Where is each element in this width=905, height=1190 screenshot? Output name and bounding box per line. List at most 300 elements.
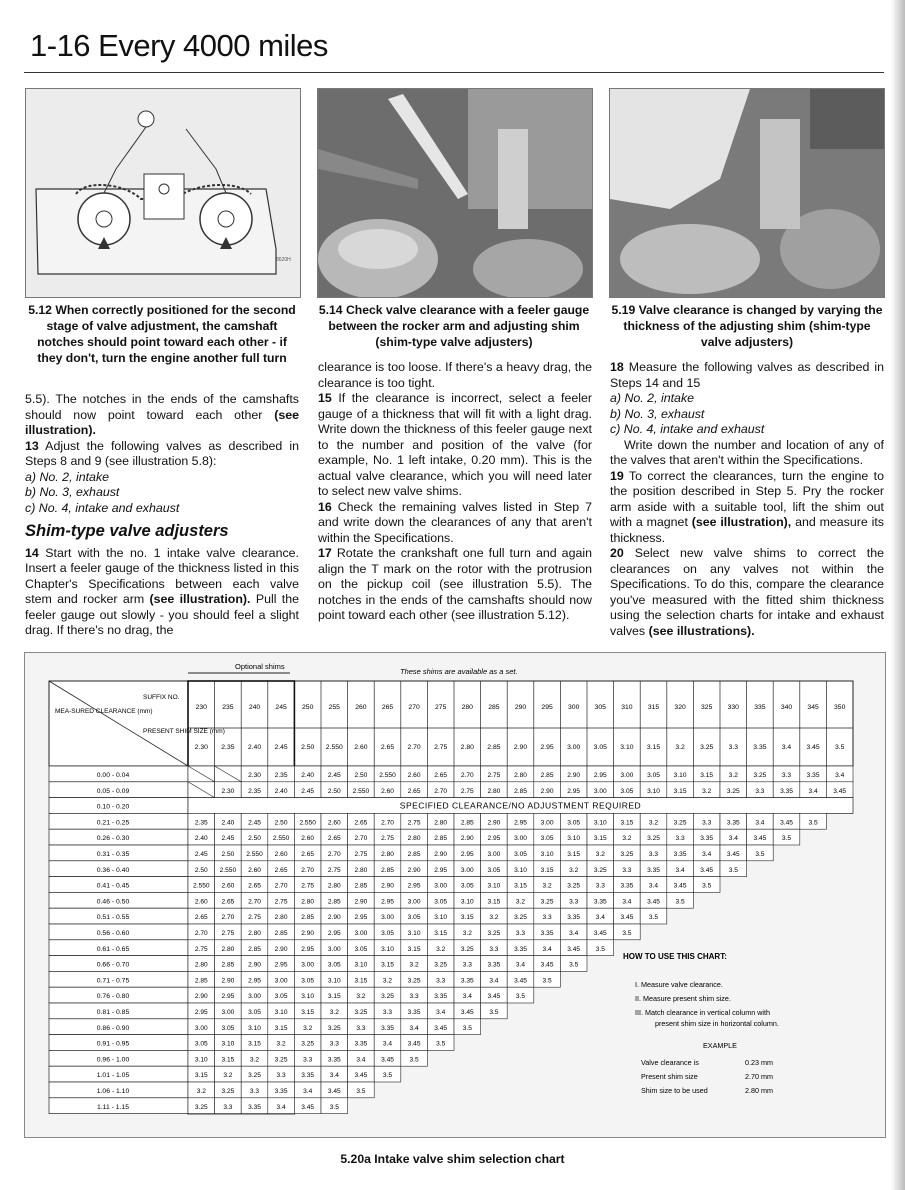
suggested-shim-size: 3.45 [407, 1040, 421, 1048]
suffix-number: 275 [435, 704, 447, 711]
suggested-shim-size: 2.60 [327, 819, 341, 827]
suffix-number: 345 [807, 704, 819, 711]
suggested-shim-size: 3.45 [301, 1103, 315, 1111]
suggested-shim-size: 2.45 [221, 835, 235, 843]
figure-caption-5-19: 5.19 Valve clearance is changed by varying the thickness of the adjusting shim (shim-type valve adjusters) [611, 303, 883, 349]
clearance-range: 0.00 - 0.04 [96, 772, 130, 779]
suggested-shim-size: 3.35 [540, 930, 554, 937]
suffix-number: 250 [302, 704, 314, 711]
suggested-shim-size: 3.35 [514, 945, 527, 953]
suggested-shim-size: 2.85 [434, 835, 448, 843]
suggested-shim-size: 2.90 [567, 772, 581, 779]
suggested-shim-size: 3.3 [489, 945, 499, 953]
howto-title: HOW TO USE THIS CHART: [623, 952, 727, 961]
suggested-shim-size: 3.4 [436, 1009, 446, 1016]
suggested-shim-size: 3.4 [622, 898, 632, 906]
clearance-range: 0.05 - 0.09 [96, 787, 130, 795]
suggested-shim-size: 3.2 [382, 977, 393, 985]
suffix-number: 340 [780, 704, 793, 711]
suggested-shim-size: 2.75 [354, 851, 368, 858]
suggested-shim-size: 3.2 [249, 1056, 260, 1064]
suggested-shim-size: 3.5 [755, 851, 765, 858]
suggested-shim-size: 3.35 [806, 772, 820, 779]
suggested-shim-size: 2.80 [354, 866, 368, 874]
suggested-shim-size: 3.15 [593, 835, 607, 843]
suggested-shim-size: 3.35 [620, 882, 634, 890]
suggested-shim-size: 3.25 [540, 898, 554, 906]
page-title: 1-16 Every 4000 miles [30, 28, 328, 63]
present-shim-size: 2.95 [540, 744, 554, 751]
suggested-shim-size: 3.05 [434, 898, 448, 906]
suggested-shim-size: 3.25 [354, 1009, 368, 1016]
suffix-number: 270 [408, 704, 420, 711]
suggested-shim-size: 3.00 [620, 772, 634, 779]
suggested-shim-size: 3.45 [620, 914, 634, 922]
suggested-shim-size: 3.05 [540, 835, 554, 843]
suggested-shim-size: 3.00 [274, 977, 288, 985]
suggested-shim-size: 3.05 [620, 787, 634, 795]
suggested-shim-size: 3.15 [381, 961, 394, 969]
example-value: 0.23 mm [745, 1058, 773, 1067]
list-item: c) No. 4, intake and exhaust [25, 500, 180, 515]
suggested-shim-size: 3.2 [728, 772, 738, 779]
suggested-shim-size: 3.05 [647, 772, 660, 779]
suggested-shim-size: 2.70 [221, 914, 235, 922]
suggested-shim-size: 2.65 [194, 914, 208, 922]
suggested-shim-size: 3.15 [407, 945, 421, 953]
list-item: b) No. 3, exhaust [610, 406, 705, 421]
suggested-shim-size: 3.5 [808, 819, 818, 827]
suggested-shim-size: 3.3 [755, 787, 765, 795]
present-shim-size: 2.80 [460, 744, 474, 751]
suggested-shim-size: 3.25 [593, 866, 607, 874]
suggested-shim-size: 3.25 [620, 851, 634, 858]
suggested-shim-size: 3.3 [329, 1040, 339, 1048]
suggested-shim-size: 3.4 [648, 882, 659, 890]
suggested-shim-size: 3.05 [514, 851, 527, 858]
suggested-shim-size: 2.90 [460, 835, 474, 843]
suggested-shim-size: 3.15 [194, 1072, 208, 1080]
suggested-shim-size: 2.40 [274, 787, 288, 795]
suggested-shim-size: 3.5 [569, 961, 579, 969]
suggested-shim-size: 3.4 [515, 961, 526, 969]
suggested-shim-size: 2.50 [194, 866, 208, 874]
paragraph: clearance is too loose. If there's a heavy drag, the clearance is too tight. [318, 360, 592, 390]
suggested-shim-size: 2.70 [460, 772, 474, 779]
suggested-shim-size: 2.45 [248, 819, 261, 827]
suggested-shim-size: 2.70 [248, 898, 261, 906]
suggested-shim-size: 3.35 [567, 914, 581, 922]
suggested-shim-size: 3.5 [436, 1040, 446, 1048]
suggested-shim-size: 3.10 [194, 1056, 208, 1064]
suggested-shim-size: 3.05 [194, 1040, 208, 1048]
present-shim-size: 3.00 [567, 744, 581, 751]
suggested-shim-size: 2.80 [514, 772, 527, 779]
suggested-shim-size: 3.00 [194, 1024, 208, 1032]
suffix-number: 255 [328, 704, 340, 711]
suggested-shim-size: 3.45 [753, 835, 767, 843]
suggested-shim-size: 3.5 [728, 866, 738, 874]
suggested-shim-size: 3.3 [462, 961, 472, 969]
suggested-shim-size: 3.10 [673, 772, 687, 779]
suggested-shim-size: 2.75 [194, 945, 208, 953]
suggested-shim-size: 3.2 [409, 961, 419, 969]
optional-shims-label: Optional shims [235, 662, 285, 671]
suggested-shim-size: 2.90 [434, 851, 448, 858]
suggested-shim-size: 3.2 [489, 914, 499, 922]
suggested-shim-size: 3.25 [248, 1072, 261, 1080]
suggested-shim-size: 2.50 [354, 772, 368, 779]
suggested-shim-size: 3.4 [409, 1024, 419, 1032]
suggested-shim-size: 2.80 [301, 898, 315, 906]
suggested-shim-size: 2.75 [407, 819, 421, 827]
suggested-shim-size: 3.35 [487, 961, 501, 969]
clearance-range: 0.51 - 0.55 [96, 914, 130, 922]
suggested-shim-size: 3.45 [434, 1024, 448, 1032]
present-shim-size: 3.3 [728, 744, 739, 751]
paragraph: 16 Check the remaining valves listed in Step 7 and write down the clearances of any that aren't within the Specifications. [318, 499, 592, 545]
suggested-shim-size: 3.45 [726, 851, 740, 858]
suggested-shim-size: 3.45 [673, 882, 687, 890]
suffix-number: 265 [381, 704, 394, 711]
present-shim-size: 2.75 [434, 744, 448, 751]
suggested-shim-size: 3.25 [301, 1040, 315, 1048]
present-shim-size: 3.5 [834, 744, 845, 751]
suggested-shim-size: 3.25 [647, 835, 660, 843]
clearance-range: 0.86 - 0.90 [96, 1024, 130, 1032]
suggested-shim-size: 3.10 [327, 977, 341, 985]
suggested-shim-size: 3.35 [460, 977, 474, 985]
suffix-number: 245 [275, 704, 287, 711]
suggested-shim-size: 3.25 [434, 961, 448, 969]
suggested-shim-size: 3.4 [808, 787, 818, 795]
suggested-shim-size: 3.45 [327, 1088, 341, 1095]
suggested-shim-size: 3.45 [514, 977, 527, 985]
suggested-shim-size: 3.05 [407, 914, 421, 922]
suggested-shim-size: 3.2 [329, 1009, 339, 1016]
suggested-shim-size: 2.50 [274, 819, 288, 827]
camshaft-diagram [26, 89, 300, 297]
suffix-number: 330 [727, 704, 739, 711]
suggested-shim-size: 3.2 [436, 945, 446, 953]
suggested-shim-size: 3.00 [221, 1009, 235, 1016]
present-shim-size: 2.85 [487, 744, 501, 751]
suggested-shim-size: 3.15 [354, 977, 368, 985]
suggested-shim-size: 3.45 [567, 945, 581, 953]
suggested-shim-size: 3.2 [569, 866, 579, 874]
suggested-shim-size: 3.45 [381, 1056, 394, 1064]
suggested-shim-size: 2.75 [327, 866, 341, 874]
suggested-shim-size: 3.4 [329, 1072, 339, 1080]
suggested-shim-size: 3.45 [833, 787, 847, 795]
present-shim-size-label: PRESENT SHIM SIZE (mm) [143, 728, 225, 735]
suggested-shim-size: 3.05 [354, 945, 368, 953]
suggested-shim-size: 3.25 [726, 787, 740, 795]
paragraph: 13 Adjust the following valves as described in Steps 8 and 9 (see illustration 5.8): [25, 438, 299, 468]
suggested-shim-size: 3.3 [409, 993, 419, 1001]
suggested-shim-size: 3.45 [647, 898, 660, 906]
suggested-shim-size: 3.3 [276, 1072, 286, 1080]
suggested-shim-size: 2.65 [327, 835, 341, 843]
suggested-shim-size: 3.2 [356, 993, 366, 1001]
suggested-shim-size: 2.80 [327, 882, 341, 890]
suggested-shim-size: 3.10 [540, 851, 554, 858]
suggested-shim-size: 2.65 [248, 882, 261, 890]
suggested-shim-size: 2.80 [487, 787, 501, 795]
clearance-range: 0.56 - 0.60 [96, 930, 130, 937]
suggested-shim-size: 3.00 [540, 819, 554, 827]
suggested-shim-size: 3.10 [514, 866, 527, 874]
suggested-shim-size: 3.3 [702, 819, 712, 827]
suggested-shim-size: 2.85 [354, 882, 368, 890]
suggested-shim-size: 3.5 [356, 1088, 366, 1095]
suggested-shim-size: 2.80 [434, 819, 448, 827]
suggested-shim-size: 3.3 [781, 772, 792, 779]
suggested-shim-size: 3.2 [223, 1072, 233, 1080]
howto-step: I. Measure valve clearance. [635, 980, 723, 989]
suggested-shim-size: 2.50 [248, 835, 261, 843]
suggested-shim-size: 2.85 [327, 898, 341, 906]
list-item: a) No. 2, intake [610, 391, 695, 405]
suggested-shim-size: 3.10 [407, 930, 421, 937]
suggested-shim-size: 3.35 [780, 787, 793, 795]
suggested-shim-size: 3.25 [407, 977, 421, 985]
suggested-shim-size: 3.2 [515, 898, 526, 906]
suggested-shim-size: 3.4 [542, 945, 552, 953]
suggested-shim-size: 2.60 [248, 866, 261, 874]
suggested-shim-size: 2.65 [434, 772, 448, 779]
suggested-shim-size: 2.40 [194, 835, 208, 843]
suggested-shim-size: 3.00 [407, 898, 421, 906]
suggested-shim-size: 3.2 [648, 819, 659, 827]
paragraph: 14 Start with the no. 1 intake valve clearance. Insert a feeler gauge of the thickness listed in this Chapter's Specifications between each valve stem and rocker arm (see illustration). Pull the feeler gauge out slowly - you should feel a slight drag. If there's no drag, the [25, 545, 300, 637]
suggested-shim-size: 3.5 [675, 898, 685, 906]
feeler-gauge-photo [318, 89, 592, 297]
suggested-shim-size: 3.4 [462, 993, 472, 1001]
present-shim-size: 2.70 [407, 744, 421, 751]
suggested-shim-size: 3.3 [436, 977, 446, 985]
suffix-number: 285 [488, 704, 500, 711]
header-rule [24, 72, 884, 73]
suggested-shim-size: 2.85 [274, 930, 288, 937]
suggested-shim-size: 2.75 [221, 930, 235, 937]
list-item: c) No. 4, intake and exhaust [610, 422, 765, 436]
suggested-shim-size: 2.80 [407, 835, 421, 843]
no-adjustment-label: SPECIFIED CLEARANCE/NO ADJUSTMENT REQUIRED [399, 800, 642, 811]
suggested-shim-size: 3.00 [514, 835, 527, 843]
suggested-shim-size: 2.95 [567, 787, 581, 795]
suggested-shim-size: 3.00 [248, 993, 261, 1001]
clearance-range: 0.81 - 0.85 [96, 1009, 130, 1016]
suggested-shim-size: 3.00 [460, 866, 474, 874]
suggested-shim-size: 3.4 [569, 930, 579, 937]
suggested-shim-size: 3.4 [276, 1103, 286, 1111]
suggested-shim-size: 3.15 [620, 819, 634, 827]
suggested-shim-size: 2.30 [221, 787, 235, 795]
suggested-shim-size: 3.00 [381, 914, 394, 922]
shim-selection-chart [24, 652, 886, 1138]
suggested-shim-size: 3.45 [593, 930, 607, 937]
clearance-range: 1.01 - 1.05 [96, 1072, 130, 1080]
present-shim-size: 2.65 [380, 744, 395, 751]
suggested-shim-size: 2.40 [221, 819, 235, 827]
suggested-shim-size: 2.95 [221, 993, 235, 1001]
present-shim-size: 3.15 [646, 744, 661, 751]
suggested-shim-size: 3.5 [489, 1009, 499, 1016]
suggested-shim-size: 2.550 [272, 835, 290, 843]
suggested-shim-size: 3.2 [276, 1040, 286, 1048]
suggested-shim-size: 2.95 [593, 772, 607, 779]
suggested-shim-size: 2.75 [274, 898, 288, 906]
suffix-number: 295 [541, 704, 553, 711]
suggested-shim-size: 3.3 [675, 835, 685, 843]
chart-caption: 5.20a Intake valve shim selection chart [340, 1152, 565, 1166]
suggested-shim-size: 2.550 [193, 882, 210, 890]
suggested-shim-size: 3.5 [595, 945, 605, 953]
example-label: Valve clearance is [641, 1058, 699, 1067]
suggested-shim-size: 3.15 [434, 930, 448, 937]
suggested-shim-size: 3.5 [781, 835, 792, 843]
suggested-shim-size: 2.85 [514, 787, 527, 795]
suggested-shim-size: 3.4 [835, 772, 845, 779]
present-shim-size: 2.45 [274, 744, 288, 751]
suggested-shim-size: 2.35 [248, 787, 261, 795]
suggested-shim-size: 3.25 [274, 1056, 288, 1064]
suggested-shim-size: 3.4 [675, 866, 685, 874]
suggested-shim-size: 3.5 [542, 977, 552, 985]
present-shim-size: 2.30 [194, 744, 208, 751]
suggested-shim-size: 3.15 [673, 787, 687, 795]
suggested-shim-size: 3.00 [593, 787, 607, 795]
suggested-shim-size: 3.25 [514, 914, 527, 922]
paragraph: Write down the number and location of any of the valves that aren't within the Specifications. [610, 437, 884, 467]
suggested-shim-size: 3.4 [303, 1088, 313, 1095]
suggested-shim-size: 3.10 [301, 993, 315, 1001]
present-shim-size: 3.05 [593, 744, 607, 751]
clearance-range: 1.06 - 1.10 [96, 1088, 130, 1095]
suggested-shim-size: 3.10 [274, 1009, 288, 1016]
suggested-shim-size: 2.90 [221, 977, 235, 985]
present-shim-size: 2.90 [513, 744, 528, 751]
suggested-shim-size: 3.35 [327, 1056, 341, 1064]
suggested-shim-size: 3.3 [303, 1056, 313, 1064]
suggested-shim-size: 3.2 [595, 851, 605, 858]
suffix-number: 305 [594, 704, 606, 711]
suggested-shim-size: 3.15 [460, 914, 474, 922]
clearance-range: 0.91 - 0.95 [96, 1040, 130, 1048]
suffix-number: 260 [355, 704, 367, 711]
suggested-shim-size: 2.95 [248, 977, 261, 985]
suggested-shim-size: 3.10 [487, 882, 501, 890]
suggested-shim-size: 2.550 [219, 866, 237, 874]
present-shim-size: 3.10 [620, 744, 634, 751]
suggested-shim-size: 2.95 [487, 835, 501, 843]
example-label: Shim size to be used [641, 1086, 708, 1095]
suffix-number: 320 [674, 704, 686, 711]
suggested-shim-size: 2.70 [301, 866, 315, 874]
suggested-shim-size: 3.15 [248, 1040, 261, 1048]
suggested-shim-size: 3.3 [515, 930, 526, 937]
suffix-number: 335 [754, 704, 766, 711]
suggested-shim-size: 3.35 [593, 898, 607, 906]
suffix-label: SUFFIX NO. [143, 694, 180, 701]
suggested-shim-size: 3.4 [382, 1040, 393, 1048]
suggested-shim-size: 3.05 [460, 882, 474, 890]
suggested-shim-size: 2.90 [301, 930, 315, 937]
figure-caption-5-12: 5.12 When correctly positioned for the second stage of valve adjustment, the camshaft notches should point toward each other - if they don't, turn the engine another full turn [28, 303, 296, 365]
howto-step: III. Match clearance in vertical column with present shim size in horizontal column. [635, 1008, 779, 1028]
paragraph: 15 If the clearance is incorrect, select a feeler gauge of a thickness that will fit with a light drag. Write down the thickness of this feeler gauge next to the number and position of the valve (for example, No. 1 left intake, 0.20 mm). This is the actual valve clearance, which you will need later to select new valve shims. [318, 391, 592, 498]
shim-set-label: These shims are available as a set. [400, 667, 518, 676]
suggested-shim-size: 3.05 [301, 977, 315, 985]
suggested-shim-size: 2.80 [248, 930, 261, 937]
suggested-shim-size: 3.15 [301, 1009, 315, 1016]
example-title: EXAMPLE [703, 1041, 737, 1050]
suffix-number: 240 [248, 704, 261, 711]
suggested-shim-size: 3.4 [489, 977, 499, 985]
suggested-shim-size: 3.35 [381, 1024, 394, 1032]
suggested-shim-size: 2.45 [194, 851, 208, 858]
suggested-shim-size: 2.85 [248, 945, 261, 953]
clearance-range: 0.76 - 0.80 [96, 993, 130, 1001]
suggested-shim-size: 2.65 [221, 898, 235, 906]
suggested-shim-size: 2.80 [194, 961, 208, 969]
text-column-2 [318, 360, 592, 624]
suggested-shim-size: 3.10 [221, 1040, 235, 1048]
suggested-shim-size: 3.15 [487, 898, 501, 906]
clearance-range: 0.96 - 1.00 [96, 1056, 130, 1064]
suggested-shim-size: 3.4 [356, 1056, 366, 1064]
suggested-shim-size: 3.2 [462, 930, 472, 937]
suggested-shim-size: 3.5 [515, 993, 526, 1001]
suggested-shim-size: 2.70 [327, 851, 341, 858]
suggested-shim-size: 2.65 [301, 851, 315, 858]
suggested-shim-size: 2.45 [327, 772, 341, 779]
suggested-shim-size: 2.95 [460, 851, 474, 858]
suggested-shim-size: 2.85 [301, 914, 315, 922]
suggested-shim-size: 3.00 [301, 961, 315, 969]
paragraph: 19 To correct the clearances, turn the engine to the position described in Step 5. Pry the rocker arm aside with a suitable tool, lift the shim out with a magnet (see illustration), and measure its thickness. [610, 468, 884, 545]
text-column-1 [25, 392, 299, 639]
suggested-shim-size: 3.2 [303, 1024, 313, 1032]
clearance-range: 0.66 - 0.70 [96, 961, 130, 969]
paragraph: 5.5). The notches in the ends of the camshafts should now point toward each other (see illustration). [25, 392, 299, 437]
suggested-shim-size: 2.90 [194, 993, 208, 1001]
clearance-range: 0.26 - 0.30 [96, 835, 130, 843]
suggested-shim-size: 2.85 [407, 851, 421, 858]
clearance-range: 0.10 - 0.20 [96, 803, 130, 811]
suggested-shim-size: 2.80 [221, 945, 235, 953]
suggested-shim-size: 3.00 [434, 882, 448, 890]
suggested-shim-size: 2.80 [274, 914, 288, 922]
suggested-shim-size: 3.25 [381, 993, 394, 1001]
suggested-shim-size: 3.35 [700, 835, 714, 843]
suggested-shim-size: 2.65 [274, 866, 288, 874]
suggested-shim-size: 3.2 [196, 1088, 206, 1095]
suggested-shim-size: 3.35 [248, 1103, 261, 1111]
shim-photo [610, 89, 884, 297]
suggested-shim-size: 2.85 [540, 772, 554, 779]
suggested-shim-size: 3.5 [462, 1024, 472, 1032]
suggested-shim-size: 2.90 [248, 961, 261, 969]
suggested-shim-size: 3.3 [595, 882, 605, 890]
example-label: Present shim size [641, 1072, 698, 1081]
present-shim-size: 3.45 [806, 744, 820, 751]
suggested-shim-size: 2.75 [487, 772, 501, 779]
suggested-shim-size: 2.60 [301, 835, 315, 843]
suggested-shim-size: 3.3 [648, 851, 659, 858]
present-shim-size: 3.35 [753, 744, 767, 751]
